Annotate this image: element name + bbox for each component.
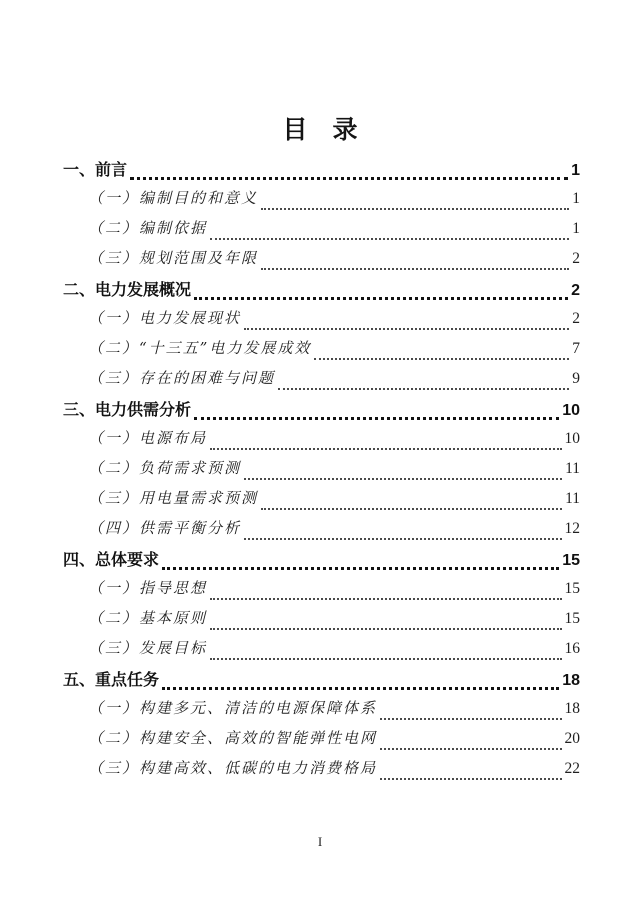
footer-page-number: I <box>317 834 323 849</box>
toc-entry-label: （一）编制目的和意义 <box>88 189 259 207</box>
toc-entry-section[interactable] <box>63 607 580 637</box>
toc-entry-label: （四）供需平衡分析 <box>88 519 242 537</box>
toc-entry-page-number: 2 <box>572 310 580 327</box>
dot-leader <box>210 598 561 600</box>
dot-leader <box>278 388 569 390</box>
toc-entry-chapter[interactable] <box>63 667 580 697</box>
toc-entry-label: （三）规划范围及年限 <box>88 249 259 267</box>
toc-entry-page-number: 1 <box>572 220 580 237</box>
toc-entry-chapter[interactable] <box>63 277 580 307</box>
toc-entry-label: （二）基本原则 <box>88 609 208 627</box>
dot-leader <box>194 297 568 300</box>
toc-entry-label: 四、总体要求 <box>63 552 160 569</box>
dot-leader <box>380 778 561 780</box>
toc-entry-label: （二）编制依据 <box>88 219 208 237</box>
toc-entry-section[interactable] <box>63 577 580 607</box>
toc-entry-section[interactable] <box>63 367 580 397</box>
toc-entry-label: （二）构建安全、高效的智能弹性电网 <box>88 729 378 747</box>
toc-entry-page-number: 10 <box>564 430 580 447</box>
toc-entry-label: （一）指导思想 <box>88 579 208 597</box>
toc-entry-section[interactable] <box>63 457 580 487</box>
toc-entry-page-number: 10 <box>562 402 580 419</box>
toc-entry-page-number: 20 <box>564 730 580 747</box>
toc-entry-section[interactable] <box>63 337 580 367</box>
toc-entry-section[interactable] <box>63 637 580 667</box>
toc-entry-page-number: 22 <box>564 760 580 777</box>
toc-entry-page-number: 7 <box>572 340 580 357</box>
toc-entry-page-number: 15 <box>562 552 580 569</box>
toc-entry-chapter[interactable] <box>63 397 580 427</box>
toc-entry-label: 一、前言 <box>63 162 128 179</box>
toc-entry-section[interactable] <box>63 517 580 547</box>
toc-entry-page-number: 2 <box>572 250 580 267</box>
toc-entry-page-number: 2 <box>571 282 580 299</box>
toc-entry-label: （三）发展目标 <box>88 639 208 657</box>
toc-entry-section[interactable] <box>63 727 580 757</box>
toc-entry-label: （二）负荷需求预测 <box>88 459 242 477</box>
toc-entry-page-number: 12 <box>564 520 580 537</box>
dot-leader <box>261 268 569 270</box>
dot-leader <box>210 448 561 450</box>
toc-entry-label: 五、重点任务 <box>63 672 160 689</box>
dot-leader <box>261 208 569 210</box>
dot-leader <box>210 238 569 240</box>
toc-entry-page-number: 15 <box>564 610 580 627</box>
toc-entry-label: （一）电力发展现状 <box>88 309 242 327</box>
dot-leader <box>314 358 569 360</box>
toc-entry-page-number: 18 <box>564 700 580 717</box>
toc-entry-label: （二）“十三五”电力发展成效 <box>88 339 312 357</box>
toc-entry-page-number: 11 <box>565 490 580 507</box>
toc-entry-page-number: 16 <box>564 640 580 657</box>
toc-entry-section[interactable] <box>63 217 580 247</box>
toc-entry-section[interactable] <box>63 247 580 277</box>
dot-leader <box>244 538 561 540</box>
toc-entry-page-number: 18 <box>562 672 580 689</box>
dot-leader <box>130 177 568 180</box>
toc-entry-label: 二、电力发展概况 <box>63 282 192 299</box>
toc-entry-page-number: 15 <box>564 580 580 597</box>
toc-title: 目 录 <box>282 116 358 144</box>
toc-entry-label: （三）构建高效、低碳的电力消费格局 <box>88 759 378 777</box>
dot-leader <box>380 748 561 750</box>
toc-entry-label: （三）存在的困难与问题 <box>88 369 276 387</box>
toc-entry-section[interactable] <box>63 307 580 337</box>
toc-entry-page-number: 1 <box>571 162 580 179</box>
toc-list <box>63 157 580 787</box>
dot-leader <box>244 478 562 480</box>
toc-entry-section[interactable] <box>63 487 580 517</box>
toc-entry-label: （一）电源布局 <box>88 429 208 447</box>
toc-entry-page-number: 1 <box>572 190 580 207</box>
dot-leader <box>162 567 559 570</box>
toc-entry-label: 三、电力供需分析 <box>63 402 192 419</box>
dot-leader <box>380 718 561 720</box>
toc-entry-section[interactable] <box>63 697 580 727</box>
dot-leader <box>194 417 559 420</box>
dot-leader <box>261 508 562 510</box>
toc-entry-label: （一）构建多元、清洁的电源保障体系 <box>88 699 378 717</box>
toc-entry-chapter[interactable] <box>63 547 580 577</box>
dot-leader <box>210 658 561 660</box>
toc-entry-section[interactable] <box>63 757 580 787</box>
toc-entry-page-number: 11 <box>565 460 580 477</box>
toc-entry-section[interactable] <box>63 187 580 217</box>
toc-entry-label: （三）用电量需求预测 <box>88 489 259 507</box>
toc-entry-page-number: 9 <box>572 370 580 387</box>
dot-leader <box>244 328 569 330</box>
dot-leader <box>162 687 559 690</box>
dot-leader <box>210 628 561 630</box>
toc-entry-chapter[interactable] <box>63 157 580 187</box>
toc-entry-section[interactable] <box>63 427 580 457</box>
